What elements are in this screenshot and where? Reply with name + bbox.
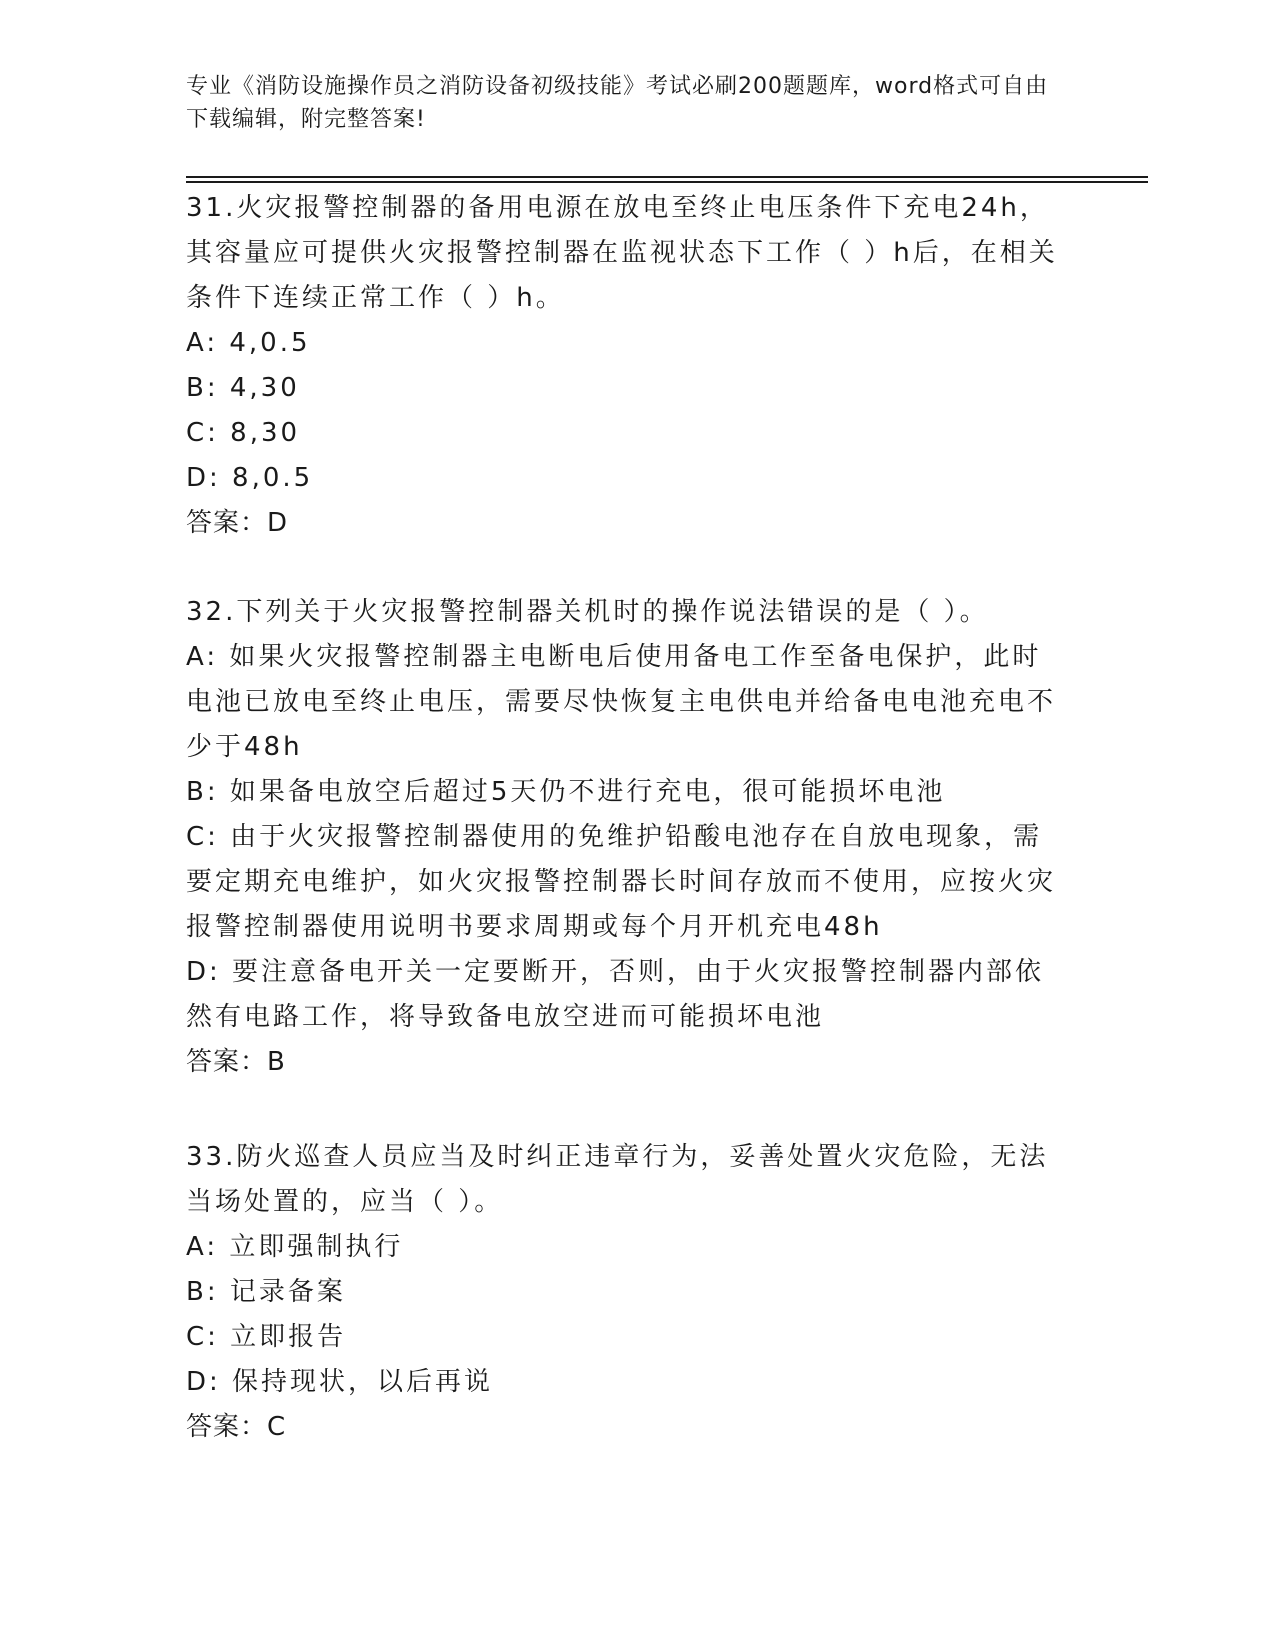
answer: 答案：D <box>186 508 289 538</box>
question-33 <box>186 1135 1066 1450</box>
option-a: A: 4,0.5 <box>186 328 311 358</box>
header-divider-top <box>186 176 1148 178</box>
option-c: C: 8,30 <box>186 418 301 448</box>
option-a: A: 如果火灾报警控制器主电断电后使用备电工作至备电保护，此时电池已放电至终止电压，需要尽快恢复主电供电并给备电电池充电不少于48h <box>186 642 1057 762</box>
question-stem: 33.防火巡查人员应当及时纠正违章行为，妥善处置火灾危险，无法当场处置的，应当（ ）。 <box>186 1142 1049 1217</box>
document-header: 专业《消防设施操作员之消防设备初级技能》考试必刷200题题库，word格式可自由下载编辑，附完整答案! <box>186 74 1049 132</box>
question-32 <box>186 590 1066 1085</box>
answer: 答案：B <box>186 1047 286 1077</box>
option-d: D: 要注意备电开关一定要断开，否则，由于火灾报警控制器内部依然有电路工作，将导致备电放空进而可能损坏电池 <box>186 957 1045 1032</box>
question-stem: 32.下列关于火灾报警控制器关机时的操作说法错误的是（ ）。 <box>186 597 989 627</box>
option-c: C: 立即报告 <box>186 1322 347 1352</box>
option-d: D: 保持现状，以后再说 <box>186 1367 494 1397</box>
question-31 <box>186 186 1066 546</box>
question-stem: 31.火灾报警控制器的备用电源在放电至终止电压条件下充电24h，其容量应可提供火灾报警控制器在监视状态下工作（ ）h后，在相关条件下连续正常工作（ ）h。 <box>186 193 1058 313</box>
option-a: A: 立即强制执行 <box>186 1232 404 1262</box>
option-c: C: 由于火灾报警控制器使用的免维护铅酸电池存在自放电现象，需要定期充电维护，如火灾报警控制器长时间存放而不使用，应按火灾报警控制器使用说明书要求周期或每个月开机充电48h <box>186 822 1057 942</box>
option-b: B: 如果备电放空后超过5天仍不进行充电，很可能损坏电池 <box>186 777 946 807</box>
answer: 答案：C <box>186 1412 287 1442</box>
option-d: D: 8,0.5 <box>186 463 314 493</box>
header-divider-bottom <box>186 181 1148 183</box>
option-b: B: 记录备案 <box>186 1277 346 1307</box>
option-b: B: 4,30 <box>186 373 300 403</box>
